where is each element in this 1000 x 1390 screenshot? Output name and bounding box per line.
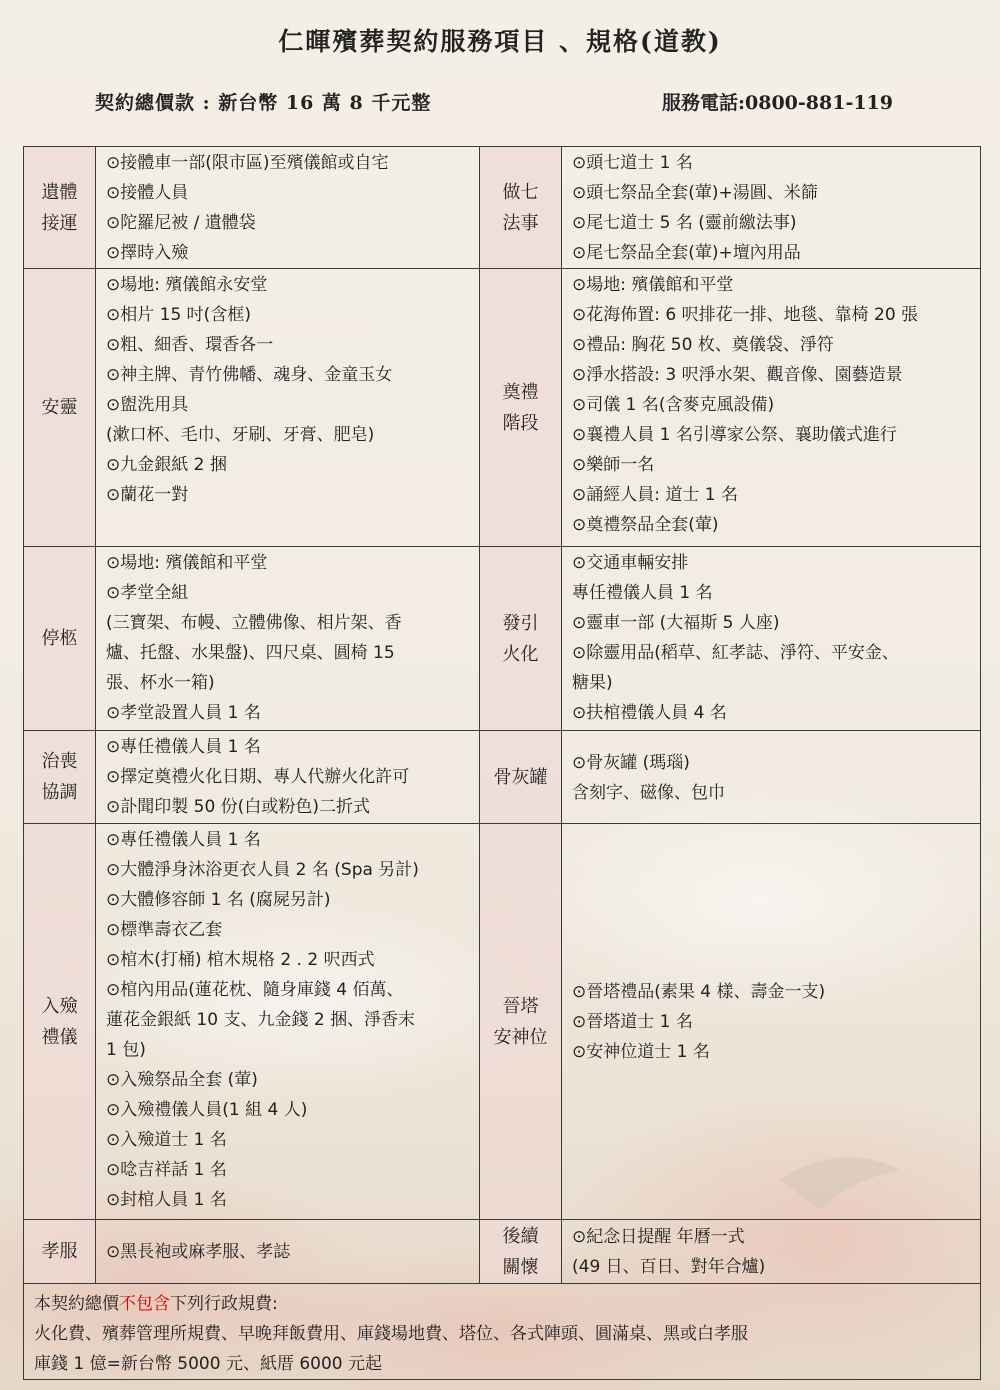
service-item: ⊙晉塔道士 1 名	[572, 1012, 693, 1032]
service-item: ⊙九金銀紙 2 捆	[106, 455, 227, 475]
service-item: ⊙大體修容師 1 名 (腐屍另計)	[106, 890, 331, 910]
footer-line: 庫錢 1 億=新台幣 5000 元、紙厝 6000 元起	[34, 1354, 383, 1374]
category-label: 安神位	[493, 1026, 548, 1048]
table-row	[24, 147, 981, 269]
category-cell	[24, 547, 96, 731]
service-item: ⊙花海佈置: 6 呎排花一排、地毯、靠椅 20 張	[572, 305, 919, 325]
service-item: ⊙晉塔禮品(素果 4 樣、壽金一支)	[572, 982, 826, 1002]
service-item: ⊙專任禮儀人員 1 名	[106, 737, 261, 757]
service-item: ⊙頭七祭品全套(葷)+湯圓、米篩	[572, 183, 818, 203]
service-item: ⊙盥洗用具	[106, 395, 189, 415]
service-item: 爐、托盤、水果盤)、四尺桌、圓椅 15	[106, 643, 395, 663]
category-label: 禮儀	[41, 1026, 78, 1048]
service-item: ⊙司儀 1 名(含麥克風設備)	[572, 395, 775, 415]
category-label: 後續	[502, 1225, 539, 1247]
category-cell	[480, 824, 562, 1220]
category-cell	[480, 731, 562, 824]
service-item: ⊙神主牌、青竹佛幡、魂身、金童玉女	[106, 365, 393, 385]
service-item: 1 包)	[106, 1040, 146, 1060]
footer-row	[24, 1284, 981, 1380]
service-item: ⊙淨水搭設: 3 呎淨水架、觀音像、園藝造景	[572, 365, 903, 385]
service-item: 糖果)	[572, 673, 613, 693]
table-row	[24, 1220, 981, 1284]
service-item: ⊙奠禮祭品全套(葷)	[572, 515, 719, 535]
category-label: 接運	[41, 212, 78, 234]
contract-price: 契約總價款 : 新台幣 16 萬 8 千元整	[95, 92, 432, 114]
table-row	[24, 547, 981, 731]
service-item: ⊙擇定奠禮火化日期、專人代辦火化許可	[106, 767, 410, 787]
service-item: ⊙孝堂全組	[106, 583, 189, 603]
service-item: (49 日、百日、對年合爐)	[572, 1257, 766, 1277]
table-row	[24, 824, 981, 1220]
category-label: 晉塔	[502, 995, 539, 1017]
service-item: 張、杯水一箱)	[106, 673, 215, 693]
service-item: ⊙襄禮人員 1 名引導家公祭、襄助儀式進行	[572, 425, 897, 445]
items-cell	[96, 824, 480, 1220]
category-label: 關懷	[502, 1256, 539, 1278]
service-item: ⊙棺木(打桶) 棺木規格 2 . 2 呎西式	[106, 950, 375, 970]
category-cell	[24, 731, 96, 824]
service-item: ⊙擇時入殮	[106, 243, 189, 263]
footer-highlight: 不包含	[119, 1294, 170, 1314]
service-item: ⊙入殮禮儀人員(1 組 4 人)	[106, 1100, 308, 1120]
table-row	[24, 269, 981, 547]
service-item: ⊙禮品: 胸花 50 枚、奠儀袋、淨符	[572, 335, 834, 355]
items-cell	[96, 731, 480, 824]
service-item: ⊙粗、細香、環香各一	[106, 335, 274, 355]
service-item: ⊙標準壽衣乙套	[106, 920, 223, 940]
category-label: 入殮	[41, 995, 78, 1017]
category-label: 階段	[502, 412, 539, 434]
service-item: ⊙入殮道士 1 名	[106, 1130, 227, 1150]
category-cell	[480, 547, 562, 731]
category-label: 骨灰罐	[493, 766, 548, 788]
category-cell	[24, 1220, 96, 1284]
service-item: ⊙尾七道士 5 名 (靈前繳法事)	[572, 213, 797, 233]
category-cell	[480, 1220, 562, 1284]
service-item: ⊙黑長袍或麻孝服、孝誌	[106, 1242, 291, 1262]
service-item: ⊙孝堂設置人員 1 名	[106, 703, 261, 723]
service-item: ⊙場地: 殯儀館和平堂	[572, 275, 734, 295]
category-label: 火化	[502, 643, 539, 665]
category-label: 協調	[41, 782, 78, 803]
service-phone: 服務電話:0800-881-119	[662, 92, 893, 114]
category-cell	[480, 269, 562, 547]
category-label: 孝服	[41, 1241, 78, 1262]
items-cell	[96, 1220, 480, 1284]
service-item: ⊙頭七道士 1 名	[572, 153, 693, 173]
category-cell	[24, 824, 96, 1220]
category-cell	[24, 269, 96, 547]
service-item: ⊙尾七祭品全套(葷)+壇內用品	[572, 243, 801, 263]
page-title: 仁暉殯葬契約服務項目 、規格(道教)	[278, 27, 722, 56]
service-item: ⊙場地: 殯儀館永安堂	[106, 275, 268, 295]
category-cell	[24, 147, 96, 269]
service-item: ⊙紀念日提醒 年曆一式	[572, 1227, 745, 1247]
service-item: ⊙扶棺禮儀人員 4 名	[572, 703, 727, 723]
service-item: ⊙專任禮儀人員 1 名	[106, 830, 261, 850]
service-item: ⊙相片 15 吋(含框)	[106, 305, 251, 325]
service-item: 蓮花金銀紙 10 支、九金錢 2 捆、淨香末	[106, 1010, 416, 1030]
category-label: 停柩	[41, 628, 78, 649]
category-label: 法事	[502, 212, 539, 234]
service-item: ⊙蘭花一對	[106, 485, 189, 505]
service-item: ⊙棺內用品(蓮花枕、隨身庫錢 4 佰萬、	[106, 980, 404, 1000]
service-item: 專任禮儀人員 1 名	[572, 583, 713, 603]
items-cell	[562, 824, 981, 1220]
category-label: 治喪	[41, 751, 78, 772]
items-cell	[562, 731, 981, 824]
items-cell	[562, 547, 981, 731]
category-label: 發引	[502, 612, 539, 634]
footer-line: 火化費、殯葬管理所規費、早晚拜飯費用、庫錢場地費、塔位、各式陣頭、圓滿桌、黑或白孝服	[34, 1324, 748, 1344]
service-item: ⊙唸吉祥話 1 名	[106, 1160, 227, 1180]
service-item: ⊙安神位道士 1 名	[572, 1042, 710, 1062]
service-item: ⊙場地: 殯儀館和平堂	[106, 553, 268, 573]
category-label: 遺體	[41, 181, 78, 203]
items-cell	[96, 269, 480, 547]
service-item: ⊙骨灰罐 (瑪瑙)	[572, 752, 690, 773]
service-item: ⊙除靈用品(稻草、紅孝誌、淨符、平安金、	[572, 643, 899, 663]
service-item: ⊙交通車輛安排	[572, 553, 689, 573]
table-row	[24, 731, 981, 824]
service-item: ⊙封棺人員 1 名	[106, 1190, 227, 1210]
category-label: 做七	[502, 181, 539, 203]
service-item: ⊙接體人員	[106, 183, 189, 203]
service-item: (漱口杯、毛巾、牙刷、牙膏、肥皂)	[106, 425, 375, 445]
items-cell	[562, 1220, 981, 1284]
category-label: 安靈	[41, 397, 78, 418]
items-cell	[96, 147, 480, 269]
service-item: ⊙入殮祭品全套 (葷)	[106, 1070, 258, 1090]
service-item: 含刻字、磁像、包巾	[572, 782, 725, 803]
service-table	[23, 146, 981, 1380]
footer-prefix: 本契約總價	[34, 1294, 119, 1314]
category-label: 奠禮	[502, 381, 539, 403]
service-item: ⊙訃聞印製 50 份(白或粉色)二折式	[106, 797, 370, 817]
service-item: ⊙接體車一部(限市區)至殯儀館或自宅	[106, 153, 389, 173]
footer-suffix: 下列行政規費:	[170, 1294, 278, 1314]
items-cell	[96, 547, 480, 731]
service-item: ⊙樂師一名	[572, 455, 655, 475]
category-cell	[480, 147, 562, 269]
service-item: (三寶架、布幔、立體佛像、相片架、香	[106, 613, 402, 633]
footer-note	[24, 1284, 981, 1380]
items-cell	[562, 147, 981, 269]
service-item: ⊙誦經人員: 道士 1 名	[572, 485, 738, 505]
service-item: ⊙陀羅尼被 / 遺體袋	[106, 213, 256, 233]
items-cell	[562, 269, 981, 547]
service-item: ⊙靈車一部 (大福斯 5 人座)	[572, 613, 780, 633]
service-item: ⊙大體淨身沐浴更衣人員 2 名 (Spa 另計)	[106, 860, 419, 880]
